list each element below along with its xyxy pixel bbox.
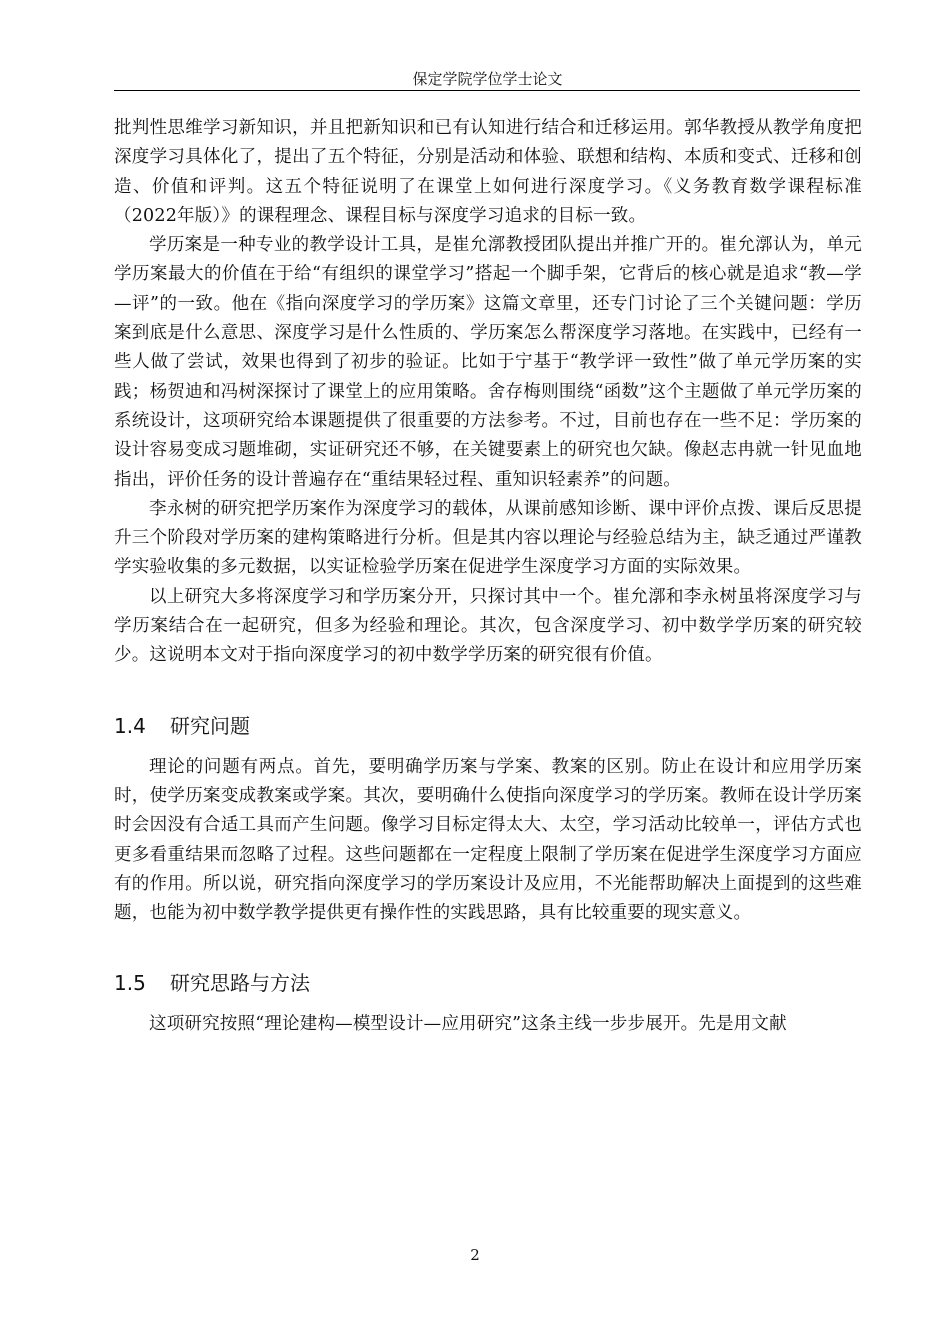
page-header: 保定学院学位学士论文: [412, 70, 563, 88]
section-number: 1.4: [114, 713, 146, 738]
header-rule: [114, 90, 860, 91]
section-heading-1-5: [114, 969, 862, 997]
paragraph-learning-plan: 学历案是一种专业的教学设计工具，是崔允漷教授团队提出并推广开的。崔允漷认为，单元学历案最大的价值在于给“有组织的课堂学习”搭起一个脚手架，它背后的核心就是追求“教—学—评”的一致。他在《指向深度学习的学历案》这篇文章里，还专门讨论了三个关键问题：学历案到底是什么意思、深度学习是什么性质的、学历案怎么帮深度学习落地。在实践中，已经有一些人做了尝试，效果也得到了初步的验证。比如于宁基于“教学评一致性”做了单元学历案的实践；杨贺迪和冯树深探讨了课堂上的应用策略。舍存梅则围绕“函数”这个主题做了单元学历案的系统设计，这项研究给本课题提供了很重要的方法参考。不过，目前也存在一些不足：学历案的设计容易变成习题堆砌，实证研究还不够，在关键要素上的研究也欠缺。像赵志冉就一针见血地指出，评价任务的设计普遍存在“重结果轻过程、重知识轻素养”的问题。: [114, 235, 862, 490]
paragraph-li-yongshu: 李永树的研究把学历案作为深度学习的载体，从课前感知诊断、课中评价点拨、课后反思提升三个阶段对学历案的建构策略进行分析。但是其内容以理论与经验总结为主，缺乏通过严谨教学实验收集的多元数据，以实证检验学历案在促进学生深度学习方面的实际效果。: [114, 498, 862, 578]
section-title-text: 研究思路与方法: [170, 971, 310, 996]
paragraph-continuation: 批判性思维学习新知识，并且把新知识和已有认知进行结合和迁移运用。郭华教授从教学角度把深度学习具体化了，提出了五个特征，分别是活动和体验、联想和结构、本质和变式、迁移和创造、价值和评判。这五个特征说明了在课堂上如何进行深度学习。《义务教育数学课程标准（2022年版）》的课程理念、课程目标与深度学习追求的目标一致。: [114, 118, 862, 226]
section-number: 1.5: [114, 971, 146, 996]
paragraph-research-problem: 理论的问题有两点。首先，要明确学历案与学案、教案的区别。防止在设计和应用学历案时，使学历案变成教案或学案。其次，要明确什么使指向深度学习的学历案。教师在设计学历案时会因没有合适工具而产生问题。像学习目标定得太大、太空，学习活动比较单一，评估方式也更多看重结果而忽略了过程。这些问题都在一定程度上限制了学历案在促进学生深度学习方面应有的作用。所以说，研究指向深度学习的学历案设计及应用，不光能帮助解决上面提到的这些难题，也能为初中数学教学提供更有操作性的实践思路，具有比较重要的现实意义。: [114, 756, 862, 924]
paragraph-research-method: 这项研究按照“理论建构—模型设计—应用研究”这条主线一步步展开。先是用文献: [149, 1014, 787, 1035]
page-number: 2: [470, 1246, 480, 1264]
section-heading-1-4: [114, 712, 862, 740]
section-title-text: 研究问题: [170, 713, 250, 738]
paragraph-summary: 以上研究大多将深度学习和学历案分开，只探讨其中一个。崔允漷和李永树虽将深度学习与学历案结合在一起研究，但多为经验和理论。其次，包含深度学习、初中数学学历案的研究较少。这说明本文对于指向深度学习的初中数学学历案的研究很有价值。: [114, 586, 862, 666]
document-body: [114, 114, 862, 1040]
